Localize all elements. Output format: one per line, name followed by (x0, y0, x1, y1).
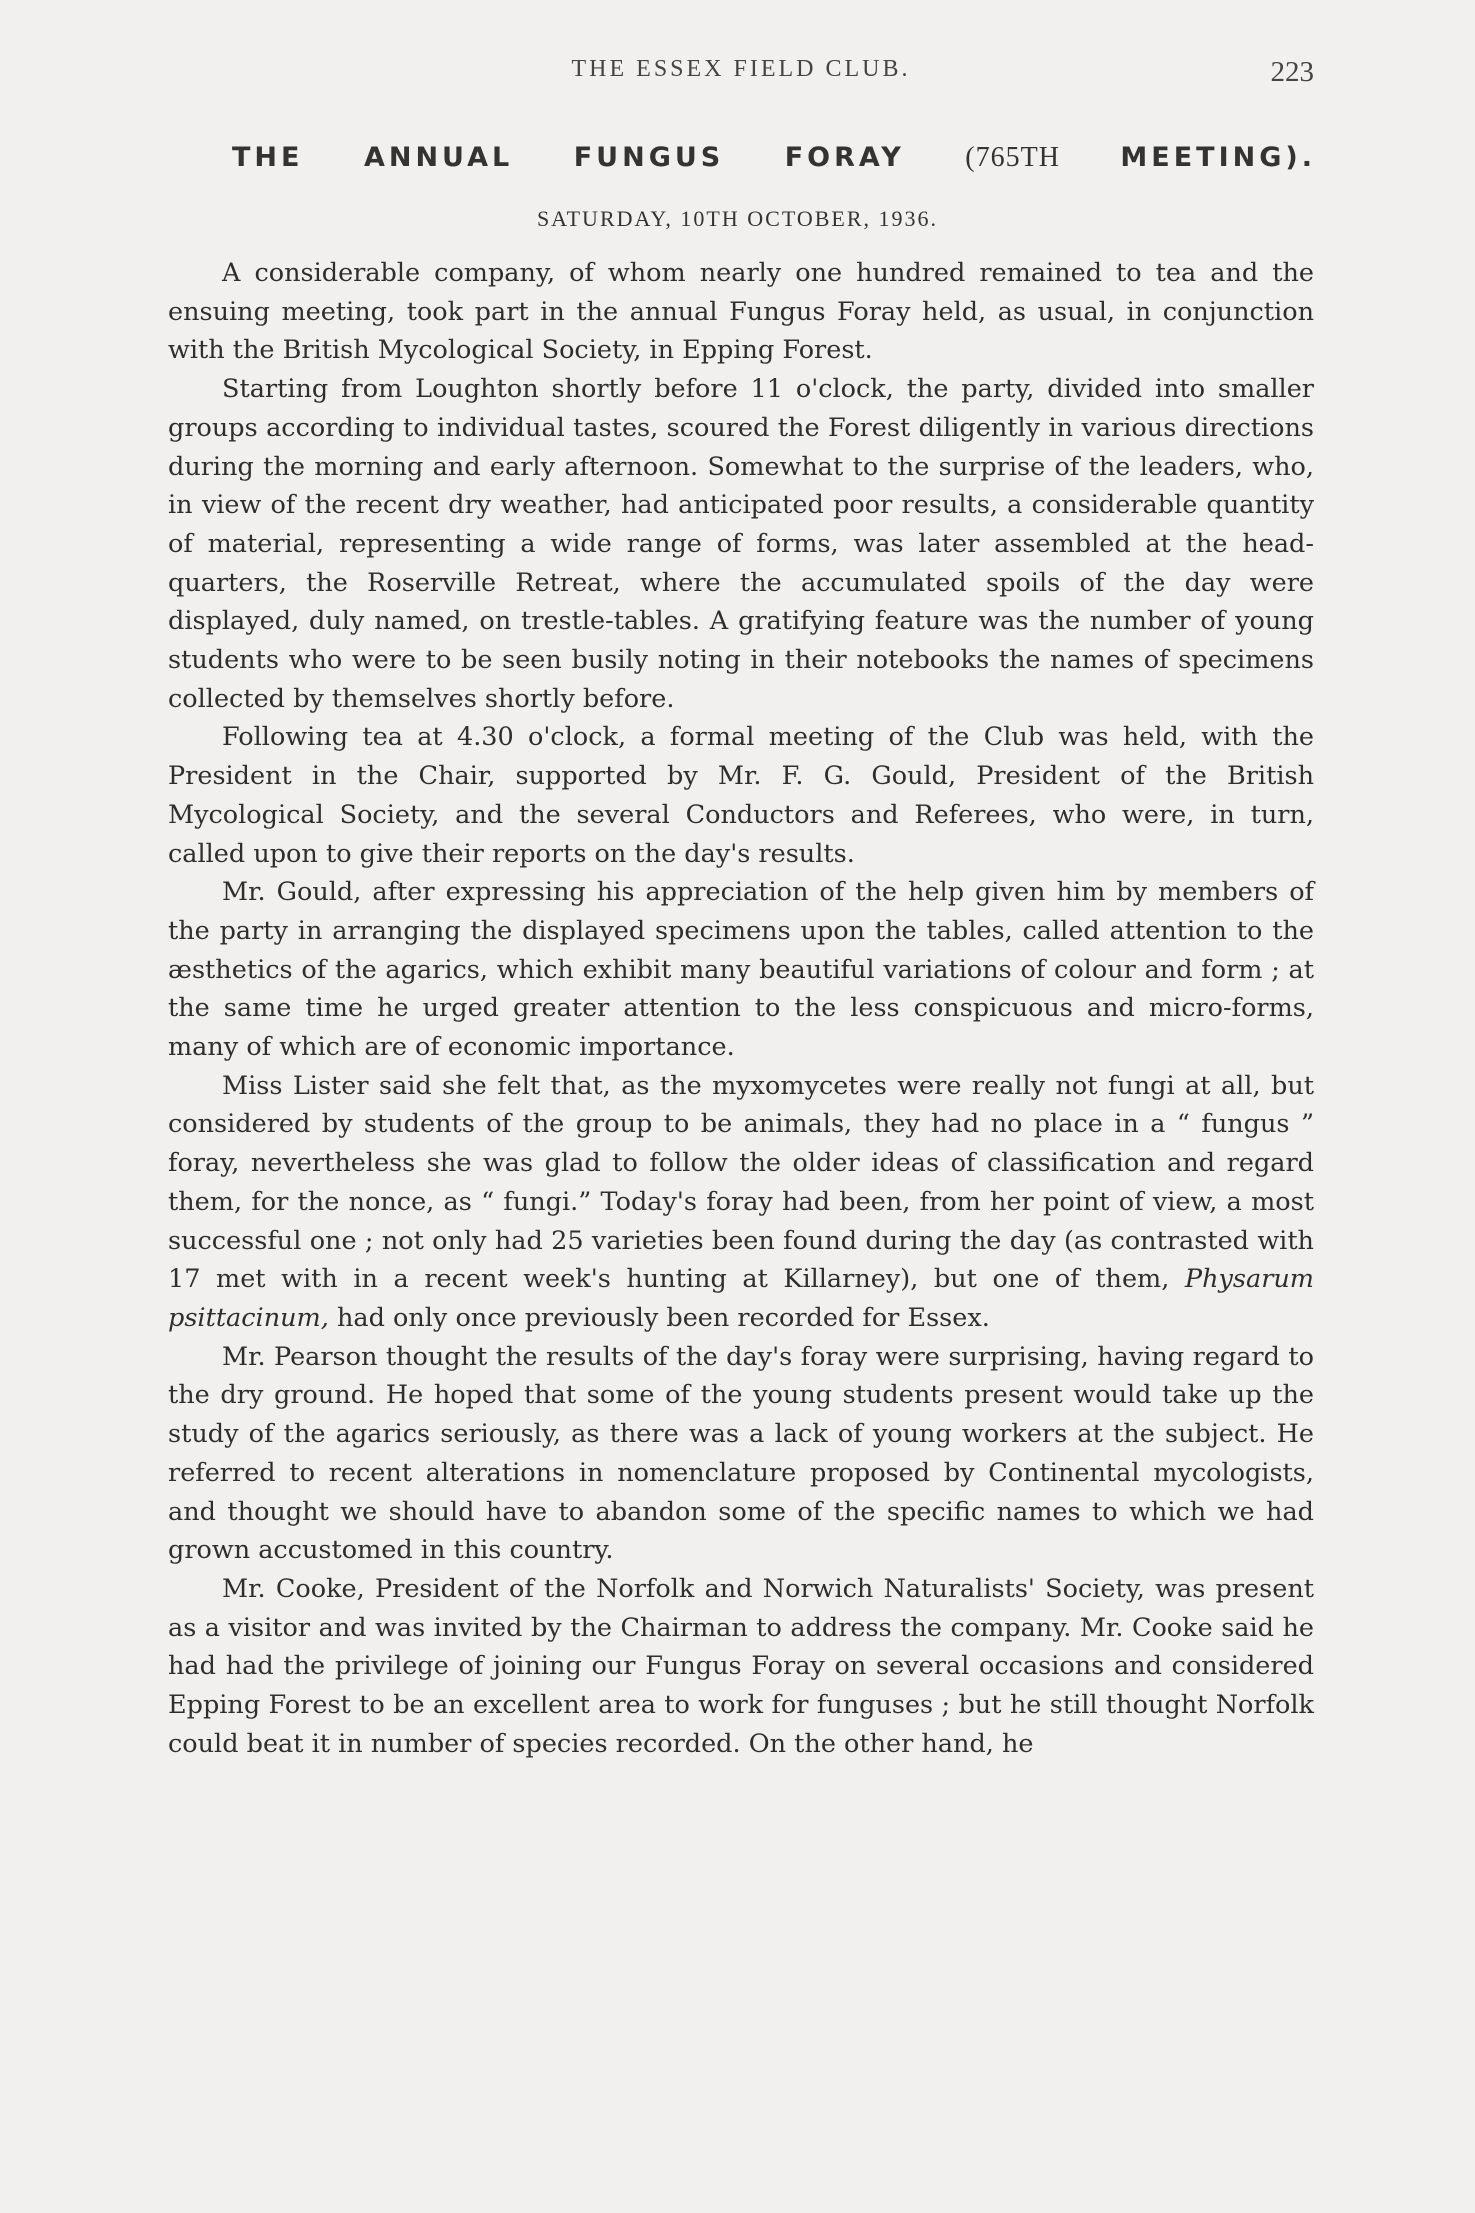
title-word: THE (232, 142, 304, 173)
title-meeting-number: (765TH (965, 142, 1060, 173)
title-word: ANNUAL (363, 142, 514, 173)
paragraph: Starting from Loughton shortly before 11 o'clock, the party, divided into smaller groups according to individual tastes, scoured the Forest diligently in various directions during the morning and early afternoon. Somewhat to the surprise of the leaders, who, in view of the recent dry weather, had anticipated poor results, a considerable quantity of material, representing a wide range of forms, was later assembled at the head-quarters, the Roserville Retreat, where the accumulated spoils of the day were displayed, duly named, on trestle-tables. A gratifying feature was the number of young students who were to be seen busily noting in their notebooks the names of specimens collected by themselves shortly before. (168, 374, 1314, 714)
paragraph-text: Miss Lister said she felt that, as the myxomycetes were really not fungi at all, but considered by students of the group to be animals, they had no place in a “ fungus ” foray, nevertheless she was glad to follow the older ideas of classification and regard them, for the nonce, as “ fungi.” Today's foray had been, from her point of view, a most successful one ; not only had 25 varieties been found during the day (as contrasted with 17 met with in a recent week's hunting at Killarney), but one of them, (168, 1070, 1314, 1295)
article-body (168, 254, 1314, 1763)
article-subtitle: SATURDAY, 10TH OCTOBER, 1936. (536, 206, 939, 231)
title-word: FORAY (784, 142, 905, 173)
paragraph (168, 1067, 1314, 1338)
paragraph-text: had only once previously been recorded for Essex. (328, 1302, 990, 1333)
article-title (232, 142, 1316, 174)
species-name: Physarum psittacinum, (168, 1264, 1314, 1333)
paragraph: Mr. Pearson thought the results of the day's foray were surprising, having regard to the dry ground. He hoped that some of the young students present would take up the study of the agarics seriously, as there was a lack of young workers at the subject. He referred to recent alterations in nomenclature proposed by Continental mycologists, and thought we should have to abandon some of the specific names to which we had grown accustomed in this country. (168, 1341, 1314, 1566)
running-head (168, 56, 1314, 90)
page-number: 223 (1270, 56, 1314, 88)
title-word: FUNGUS (573, 142, 725, 173)
paragraph: Following tea at 4.30 o'clock, a formal meeting of the Club was held, with the President in the Chair, supported by Mr. F. G. Gould, President of the British Mycological Society, and the several Conductors and Referees, who were, in turn, called upon to give their reports on the day's results. (168, 722, 1314, 869)
paragraph: A considerable company, of whom nearly one hundred remained to tea and the ensuing meeting, took part in the annual Fungus Foray held, as usual, in conjunction with the British Mycological Society, in Epping Forest. (168, 258, 1314, 366)
running-title: THE ESSEX FIELD CLUB. (571, 56, 911, 82)
title-meeting-word: MEETING). (1120, 142, 1316, 173)
paragraph: Mr. Gould, after expressing his appreciation of the help given him by members of the party in arranging the displayed specimens upon the tables, called attention to the æsthetics of the agarics, which exhibit many beautiful variations of colour and form ; at the same time he urged greater attention to the less conspicuous and micro-forms, many of which are of economic importance. (168, 877, 1314, 1063)
paragraph: Mr. Cooke, President of the Norfolk and Norwich Naturalists' Society, was present as a visitor and was invited by the Chairman to address the company. Mr. Cooke said he had had the privilege of joining our Fungus Foray on several occasions and considered Epping Forest to be an excellent area to work for funguses ; but he still thought Norfolk could beat it in number of species recorded. On the other hand, he (168, 1573, 1314, 1759)
